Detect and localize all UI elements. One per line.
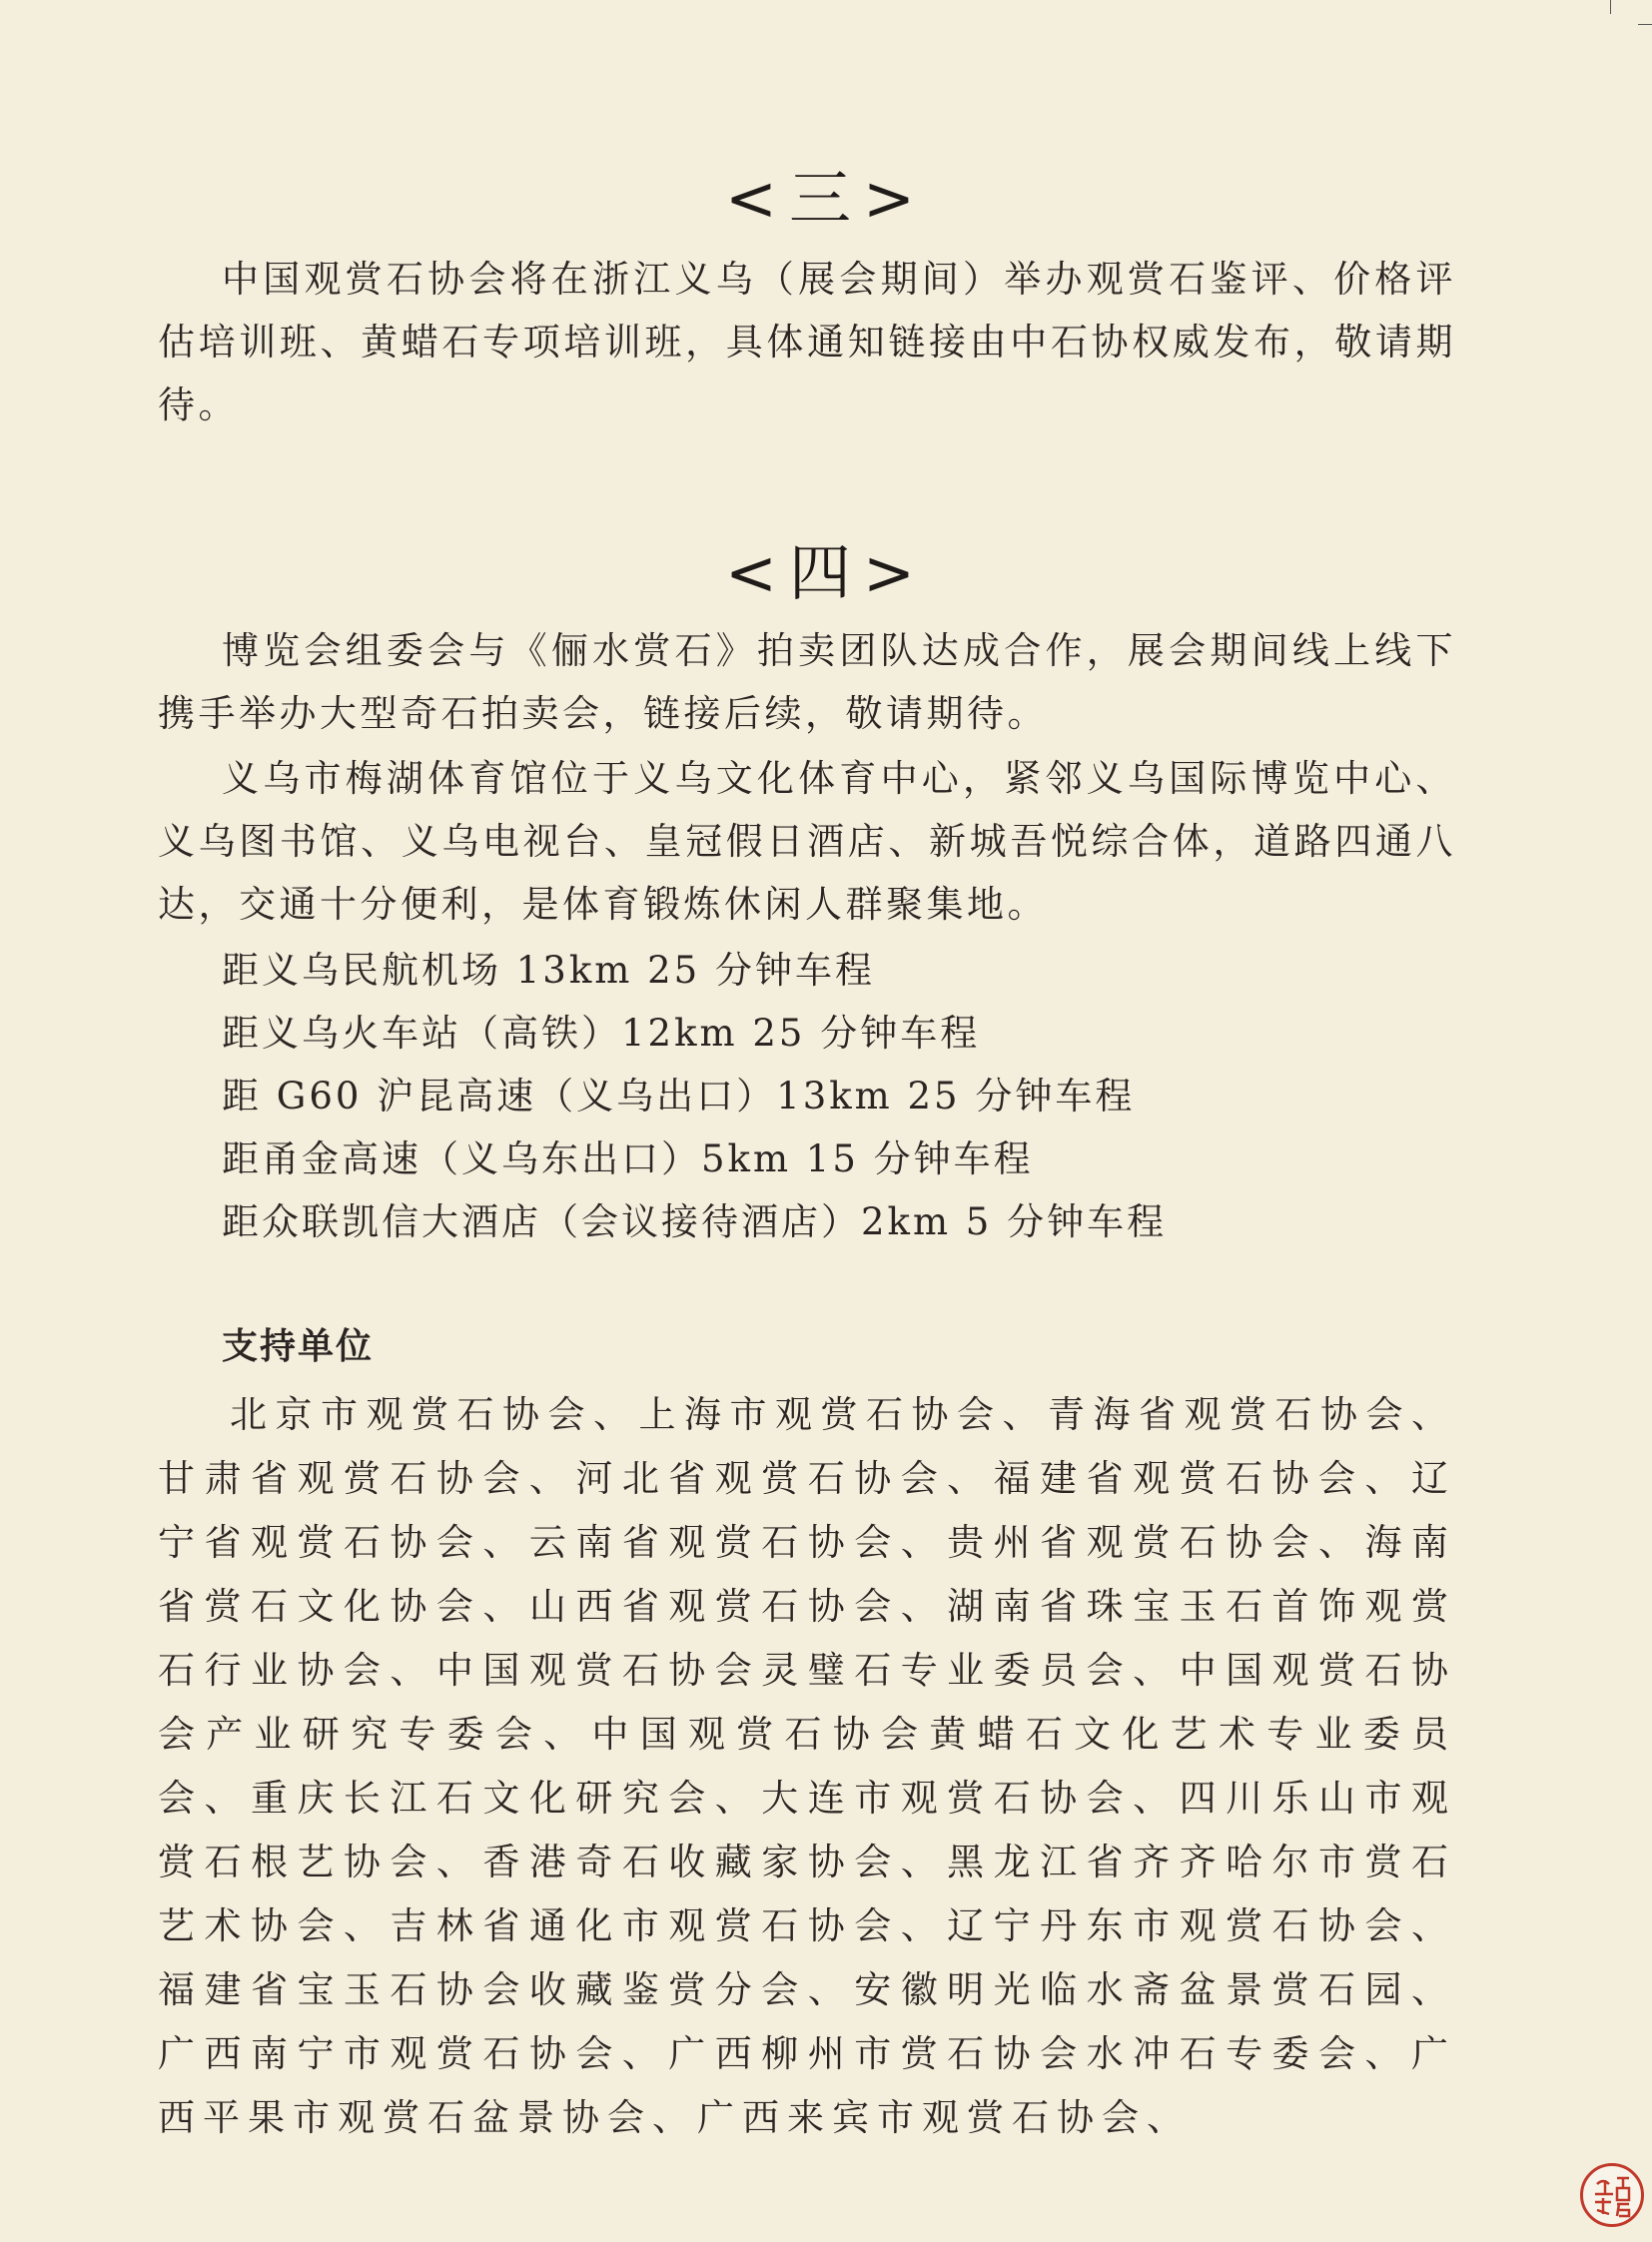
section-4-heading: <四>	[725, 536, 927, 609]
section-3-paragraph: 中国观赏石协会将在浙江义乌（展会期间）举办观赏石鉴评、价格评估培训班、黄蜡石专项培训班，具体通知链接由中石协权威发布，敬请期待。	[158, 258, 1456, 426]
distance-list	[222, 939, 1420, 1253]
distance-item: 距义乌民航机场 13km 25 分钟车程	[222, 949, 875, 992]
distance-item: 距甬金高速（义乌东出口）5km 15 分钟车程	[222, 1137, 1034, 1180]
distance-item: 距众联凯信大酒店（会议接待酒店）2km 5 分钟车程	[222, 1200, 1168, 1243]
support-units-list: 北京市观赏石协会、上海市观赏石协会、青海省观赏石协会、甘肃省观赏石协会、河北省观赏石协会、福建省观赏石协会、辽宁省观赏石协会、云南省观赏石协会、贵州省观赏石协会、海南省赏石文化协会、山西省观赏石协会、湖南省珠宝玉石首饰观赏石行业协会、中国观赏石协会灵璧石专业委员会、中国观赏石协会产业研究专委会、中国观赏石协会黄蜡石文化艺术专业委员会、重庆长江石文化研究会、大连市观赏石协会、四川乐山市观赏石根艺协会、香港奇石收藏家协会、黑龙江省齐齐哈尔市赏石艺术协会、吉林省通化市观赏石协会、辽宁丹东市观赏石协会、福建省宝玉石协会收藏鉴赏分会、安徽明光临水斋盆景赏石园、广西南宁市观赏石协会、广西柳州市赏石协会水冲石专委会、广西平果市观赏石盆景协会、广西来宾市观赏石协会、	[158, 1393, 1456, 2139]
watermark-seal-logo	[1580, 2163, 1644, 2227]
crop-mark-top	[1610, 0, 1611, 14]
distance-item: 距义乌火车站（高铁）12km 25 分钟车程	[222, 1012, 981, 1055]
crop-mark-side	[1638, 24, 1652, 25]
section-3-heading: <三>	[725, 162, 927, 235]
section-4-paragraph-auction: 博览会组委会与《俪水赏石》拍卖团队达成合作，展会期间线上线下携手举办大型奇石拍卖会，链接后续，敬请期待。	[158, 629, 1456, 735]
distance-item: 距 G60 沪昆高速（义乌出口）13km 25 分钟车程	[222, 1075, 1136, 1118]
support-units-title: 支持单位	[222, 1326, 375, 1367]
section-4-paragraph-venue: 义乌市梅湖体育馆位于义乌文化体育中心，紧邻义乌国际博览中心、义乌图书馆、义乌电视台、皇冠假日酒店、新城吾悦综合体，道路四通八达，交通十分便利，是体育锻炼休闲人群聚集地。	[158, 757, 1456, 926]
